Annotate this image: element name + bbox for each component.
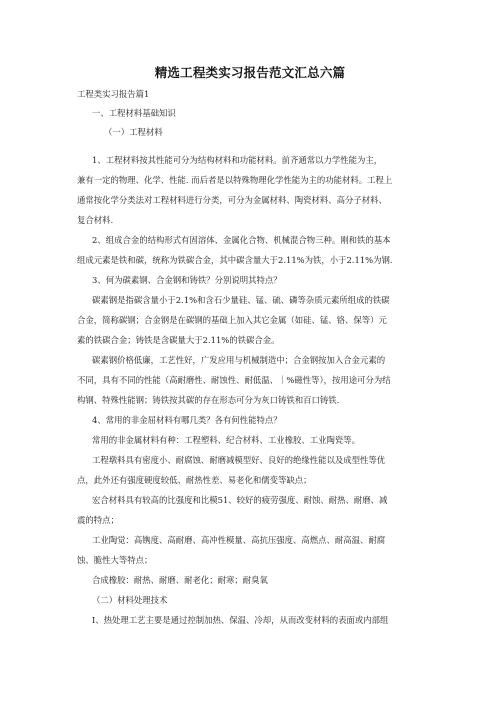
- subsection-heading: 一、工程材料基础知识: [92, 108, 176, 118]
- paragraph-line: 不同，具有不同的性能（高耐磨性、耐蚀性、耐低温、｜%磁性等），按用途可分为结: [77, 375, 391, 385]
- paragraph-line: 合金，简称碳钢；合金钢是在碳钢的基础上加入其它金属（如硅、锰、铬、保等）元: [77, 315, 387, 325]
- question-line: 3、何为碳素钢、合金钢和铸铁？分别说明其特点？: [92, 275, 282, 285]
- paragraph-line: 常用的非金属材料有种：工程塑料、纪合材料、工业橡胶、工业陶瓷等。: [92, 435, 360, 445]
- paragraph-line: 点，此外还有强度硬度较低、耐热性差、易老化和儒变等缺点；: [77, 475, 312, 485]
- paragraph-line: 1、工程材料按其性能可分为结构材料和功能材料。前齐通常以力学性能为主，: [92, 155, 383, 165]
- paragraph-line: 复合材料.: [77, 215, 114, 225]
- question-line: 4、常用的非金屈材料有哪几类？各有何性能特点？: [92, 415, 282, 425]
- paragraph-line: 宏合材料具有较高的比强度和比模51、较好的疲劳强度、耐蚀、耐热、耐磨、减: [92, 495, 388, 505]
- paragraph-line: I、热处理工艺主要是通过控制加热、保温、冷却，从而改变材料的表面或内部组: [92, 615, 389, 625]
- paragraph-line: 组成元素是铁和碳，统称为铁碳合金，其中碳含量大于2.11%为铁，小于2.11%为钢.: [77, 255, 393, 265]
- subsection-heading: （一）工程材料: [104, 127, 163, 137]
- paragraph-line: 合成橡胶：耐热、耐磨、耐老化；耐寒；耐臭氧: [92, 575, 268, 585]
- paragraph-line: 兼有一定的物理、化学、性能. 而后者是以特殊物理化学性能为主的功能材料。工程上: [77, 175, 393, 185]
- paragraph-line: 工业陶觉：高镌度、高耐磨、高冲性模量、高抗压强度、高燃点、耐高温、耐腐: [92, 535, 386, 545]
- paragraph-line: 震的特点；: [77, 515, 119, 525]
- subsection-heading: （二）材料处理技术: [92, 595, 168, 605]
- paragraph-line: 碳素钢是指碳含量小于2.1%和含石少量硅、锰、硫、磷等杂质元素所组成的铁碳: [92, 295, 390, 305]
- paragraph-line: 蚀、脆性大等特点；: [77, 555, 153, 565]
- paragraph-line: 构钢、特殊性能钢；铸铁按其碳的存在形态可分为灰口铸铁和百口铸铁.: [77, 395, 340, 405]
- paragraph-line: 通常按化学分类法对工程材料进行分类，可分为金属材料、陶瓷材料、高分子材料、: [77, 195, 387, 205]
- document-title: 精选工程类实习报告范文汇总六篇: [154, 65, 346, 80]
- section-heading: 工程类实习报告篇1: [77, 89, 150, 99]
- paragraph-line: 工程墩料具有密度小、耐腐蚀、耐磨减模型好、良好的绝缘性能以及成型性等优: [92, 455, 386, 465]
- paragraph-line: 素的铁碳合金；铸铁是含碳量大于2.11%的铁碳合金。: [77, 335, 280, 345]
- paragraph-line: 碳素钢价格低廉，工艺性好，广发应用与机械制造中；合金钢按加入合金元素的: [92, 355, 386, 365]
- paragraph-line: 2、组成合金的结构形式有固溶体、金属化合物、机械混合物三种。刚和铁的基本: [92, 235, 391, 245]
